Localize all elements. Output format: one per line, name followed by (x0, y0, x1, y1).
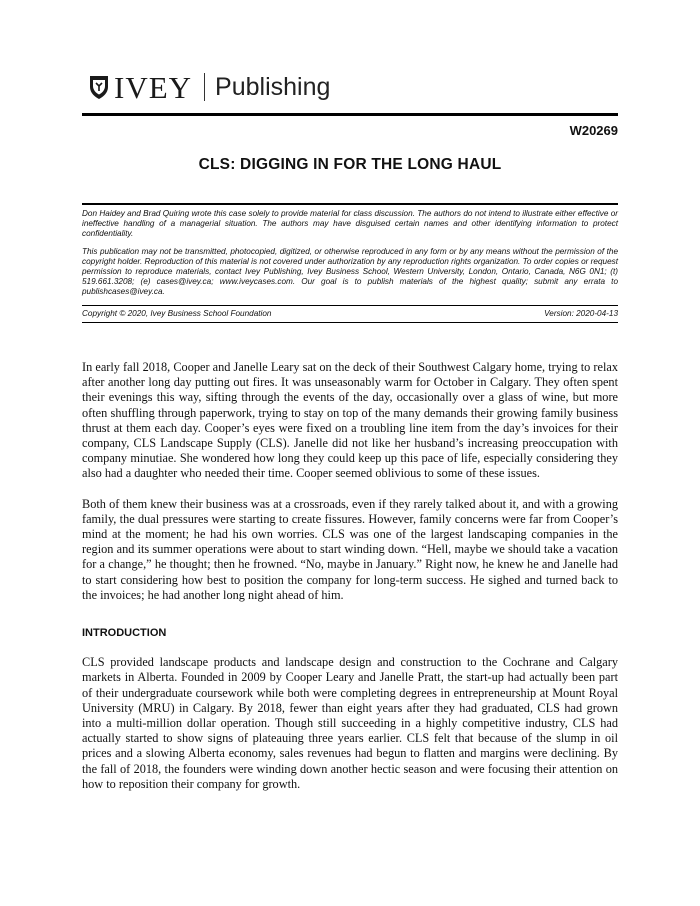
header-rule (82, 113, 618, 116)
body-paragraph-2: Both of them knew their business was at a crossroads, even if they rarely talked about it, and with a growing family, the dual pressures were starting to create fissures. However, family concerns were far from Cooper’s mind at the moment; he had his own worries. CLS was one of the largest landscaping companies in the region and its summer operations were about to start winding down. “Hell, maybe we should take a vacation for a change,” he thought; then he frowned. “No, maybe in January.” Right now, he knew he and Janelle had to start considering how best to position the company for long-term success. He sighed and turned back to the invoices; he had another long night ahead of him. (82, 496, 618, 602)
body-paragraph-1: In early fall 2018, Cooper and Janelle Leary sat on the deck of their Southwest Calgary home, trying to relax after another long day putting out fires. It was unseasonably warm for October in Calgary. They often spent their evenings this way, sifting through the events of the day, occasionally over a glass of wine, but more often shuffling through paperwork, trying to stay on top of the many demands their growing family business thrust at them each day. Cooper’s eyes were fixed on a troubling line item from the day’s invoices for their company, CLS Landscape Supply (CLS). Janelle did not like her husband’s increasing preoccupation with company minutiae. She wondered how long they could keep up this pace of life, especially considering they also had a daughter who needed their time. Cooper seemed oblivious to some of these issues. (82, 360, 618, 481)
introduction-heading: INTRODUCTION (82, 627, 167, 640)
authors-note: Don Haidey and Brad Quiring wrote this case solely to provide material for class discussion. The authors do not intend to illustrate either effective or ineffective handling of a managerial situation. The authors may have disguised certain names and other identifying information to protect confidentiality. (82, 209, 618, 239)
case-body (82, 360, 618, 807)
ivey-publishing-logo (88, 70, 330, 104)
copyright-line (82, 305, 618, 322)
body-paragraph-3: CLS provided landscape products and landscape design and construction to the Cochrane and Calgary markets in Alberta. Founded in 2009 by Cooper Leary and Janelle Pratt, the start-up had actually been part of their undergraduate coursework while both were completing degrees in entrepreneurship at Mount Royal University (MRU) in Calgary. By 2018, fewer than eight years after they had graduated, CLS had grown into a multi-million dollar operation. Though still succeeding in a highly competitive industry, CLS had actually started to show signs of plateauing three years earlier. CLS felt that because of the slump in oil prices and a slowing Alberta economy, sales revenues had begun to flatten and margins were declining. By the fall of 2018, the founders were winding down another hectic season and were focusing their attention on how to reposition their company for growth. (82, 655, 618, 791)
case-number: W20269 (569, 123, 618, 138)
notice-box (82, 203, 618, 323)
copyright-text: Copyright © 2020, Ivey Business School Foundation (82, 308, 272, 318)
ivey-crest-icon (88, 74, 110, 100)
logo-publishing-text: Publishing (215, 72, 331, 101)
case-title: CLS: DIGGING IN FOR THE LONG HAUL (198, 156, 502, 173)
logo-divider (204, 73, 205, 101)
version-text: Version: 2020-04-13 (544, 308, 618, 318)
permissions-note: This publication may not be transmitted, photocopied, digitized, or otherwise reproduced in any form or by any means without the permission of the copyright holder. Reproduction of this material is not covered under authorization by any reproduction rights organization. To order copies or request permission to reproduce materials, contact Ivey Publishing, Ivey Business School, Western University, London, Ontario, Canada, N6G 0N1; (t) 519.661.3208; (e) cases@ivey.ca; www.iveycases.com. Our goal is to publish materials of the highest quality; submit any errata to publishcases@ivey.ca. (82, 246, 618, 297)
logo-wordmark: IVEY (114, 69, 193, 105)
